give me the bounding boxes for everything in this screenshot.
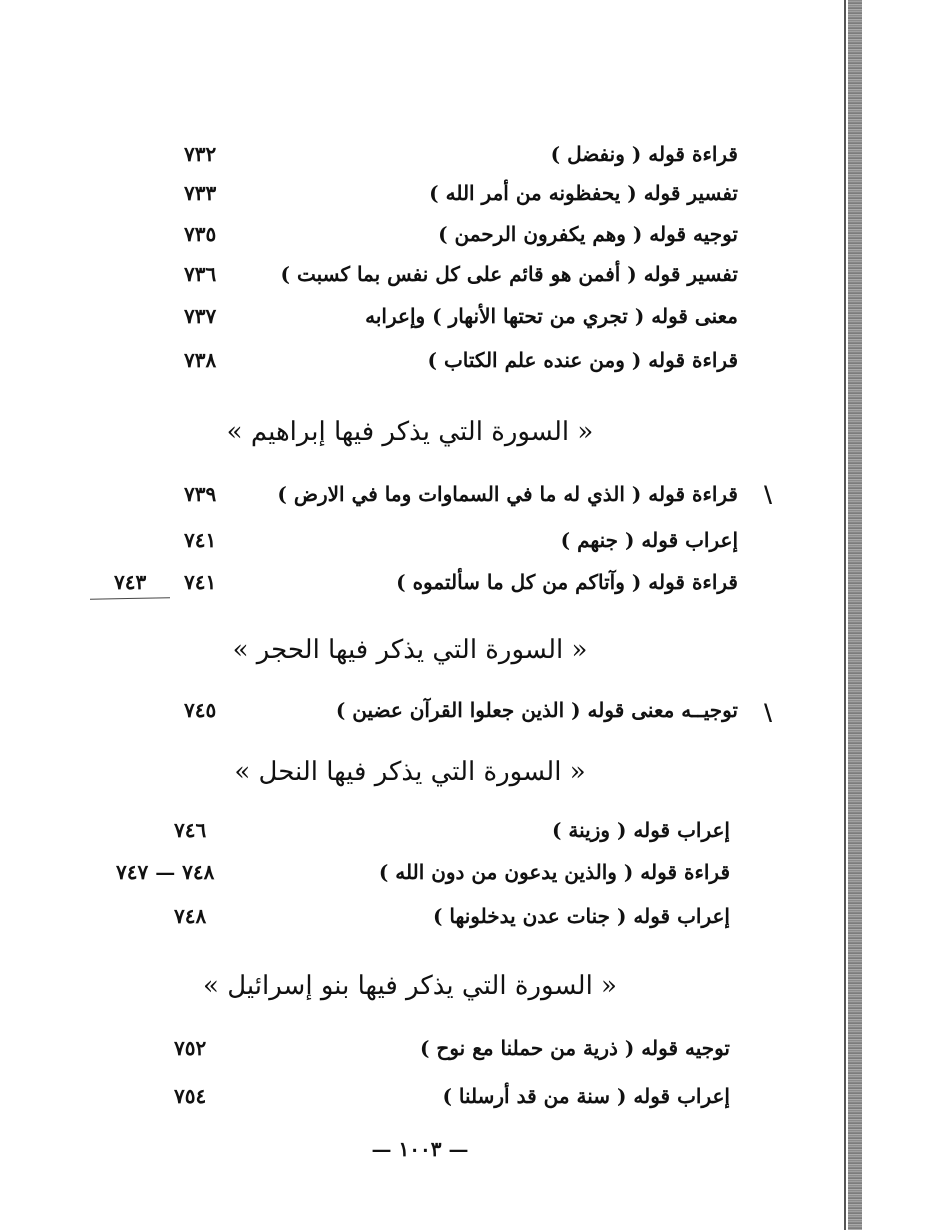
entry-text: إعراب قوله ( جنات عدن يدخلونها ) [432, 904, 730, 928]
section-heading: « السورة التي يذكر فيها بنو إسرائيل » [203, 971, 617, 1001]
index-entry [60, 1078, 760, 1114]
index-entry [60, 1030, 760, 1066]
entry-text: توجيه قوله ( وهم يكفرون الرحمن ) [438, 222, 738, 246]
entry-text: تفسير قوله ( يحفظونه من أمر الله ) [429, 181, 738, 205]
page-number: ٧٥٤ [174, 1084, 207, 1108]
index-entry [60, 476, 760, 512]
entry-text: قراءة قوله ( وآتاكم من كل ما سألتموه ) [396, 570, 738, 594]
entry-text: قراءة قوله ( ونفضل ) [550, 142, 738, 166]
index-entry [60, 298, 760, 334]
page-number: ٧٣٥ [184, 222, 217, 246]
index-entry [60, 522, 760, 558]
page-folio: — ١٠٠٣ — [371, 1137, 469, 1161]
section-heading: « السورة التي يذكر فيها الحجر » [232, 635, 588, 665]
margin-mark: \ [764, 482, 773, 508]
index-entry [60, 854, 760, 890]
index-entry [60, 812, 760, 848]
page-number: ٧٥٢ [174, 1036, 207, 1060]
section-heading: « السورة التي يذكر فيها النحل » [234, 757, 586, 787]
margin-mark: \ [764, 700, 773, 726]
entry-text: إعراب قوله ( سنة من قد أرسلنا ) [442, 1084, 730, 1108]
index-entry [60, 256, 760, 292]
index-entry [60, 136, 760, 172]
entry-text: معنى قوله ( تجري من تحتها الأنهار ) وإعرابه [365, 304, 738, 328]
section-heading: « السورة التي يذكر فيها إبراهيم » [226, 417, 594, 447]
index-entry [60, 342, 760, 378]
index-entry [60, 564, 760, 600]
entry-text: تفسير قوله ( أفمن هو قائم على كل نفس بما كسبت ) [280, 262, 738, 286]
page-number: ٧٣٢ [184, 142, 217, 166]
page-number: ٧٣٦ [184, 262, 217, 286]
page-number: ٧٤١ [184, 528, 217, 552]
entry-text: قراءة قوله ( والذين يدعون من دون الله ) [378, 860, 730, 884]
entry-text: إعراب قوله ( جنهم ) [560, 528, 738, 552]
index-entry [60, 898, 760, 934]
page-number: ٧٣٣ [184, 181, 217, 205]
page-number: ٧٣٧ [184, 304, 217, 328]
index-entry [60, 175, 760, 211]
page-range: ٧٤٨ — ٧٤٧ [116, 860, 215, 884]
page-number-extra: ٧٤٣ [114, 570, 147, 594]
page-number: ٧٤٨ [174, 904, 207, 928]
page-binding-edge [848, 0, 862, 1230]
page-number: ٧٣٩ [184, 482, 217, 506]
page-binding-line [844, 0, 846, 1230]
page-number: ٧٤٦ [174, 818, 207, 842]
entry-text: قراءة قوله ( الذي له ما في السماوات وما في الارض ) [277, 482, 738, 506]
entry-text: توجيه قوله ( ذرية من حملنا مع نوح ) [420, 1036, 730, 1060]
index-entry [60, 692, 760, 728]
index-entry [60, 216, 760, 252]
page-number: ٧٤٥ [184, 698, 217, 722]
page-number: ٧٤١ [184, 570, 217, 594]
entry-text: إعراب قوله ( وزينة ) [551, 818, 730, 842]
entry-text: قراءة قوله ( ومن عنده علم الكتاب ) [427, 348, 738, 372]
page-number: ٧٣٨ [184, 348, 217, 372]
entry-text: توجيــه معنى قوله ( الذين جعلوا القرآن عضين ) [335, 698, 738, 722]
